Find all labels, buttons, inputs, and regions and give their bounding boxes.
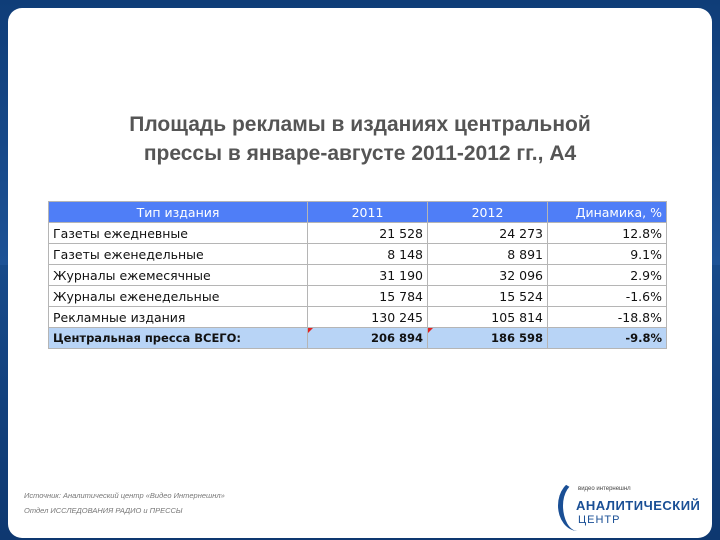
cell-type: Газеты еженедельные [49,244,308,265]
total-label: Центральная пресса ВСЕГО: [49,328,308,349]
header-type: Тип издания [49,202,308,223]
table-total-row [49,328,667,349]
header-2011: 2011 [308,202,428,223]
cell-2012: 32 096 [428,265,548,286]
cell-type: Журналы ежемесячные [49,265,308,286]
logo-small-text: видео интернешнл [578,486,631,492]
slide-title [40,110,680,168]
cell-2011: 15 784 [308,286,428,307]
title-line-2: прессы в январе-августе 2011-2012 гг., А4 [143,142,577,165]
analytic-center-logo [556,478,706,533]
cell-2012: 8 891 [428,244,548,265]
logo-sub-text: ЦЕНТР [578,514,621,526]
total-2012: 186 598 [428,328,548,349]
source-line-2: Отдел ИССЛЕДОВАНИЯ РАДИО и ПРЕССЫ [24,506,183,515]
table-row [49,244,667,265]
header-dynamics: Динамика, % [548,202,667,223]
table-row [49,307,667,328]
cell-2012: 24 273 [428,223,548,244]
ad-area-table [48,201,667,349]
cell-dynamics: 2.9% [548,265,667,286]
cell-dynamics: -18.8% [548,307,667,328]
cell-dynamics: 9.1% [548,244,667,265]
cell-2012: 105 814 [428,307,548,328]
source-note [24,488,225,518]
cell-2011: 8 148 [308,244,428,265]
table-header-row [49,202,667,223]
header-2012: 2012 [428,202,548,223]
table-row [49,223,667,244]
cell-2011: 130 245 [308,307,428,328]
table-row [49,265,667,286]
total-dynamics: -9.8% [548,328,667,349]
title-line-1: Площадь рекламы в изданиях центральной [129,113,591,136]
source-line-1: Источник: Аналитический центр «Видео Интернешнл» [24,491,225,500]
cell-dynamics: 12.8% [548,223,667,244]
logo-main-text: АНАЛИТИЧЕСКИЙ [576,498,701,513]
cell-type: Журналы еженедельные [49,286,308,307]
cell-type: Рекламные издания [49,307,308,328]
total-2011: 206 894 [308,328,428,349]
cell-dynamics: -1.6% [548,286,667,307]
cell-type: Газеты ежедневные [49,223,308,244]
cell-2011: 31 190 [308,265,428,286]
cell-2012: 15 524 [428,286,548,307]
cell-2011: 21 528 [308,223,428,244]
table-row [49,286,667,307]
